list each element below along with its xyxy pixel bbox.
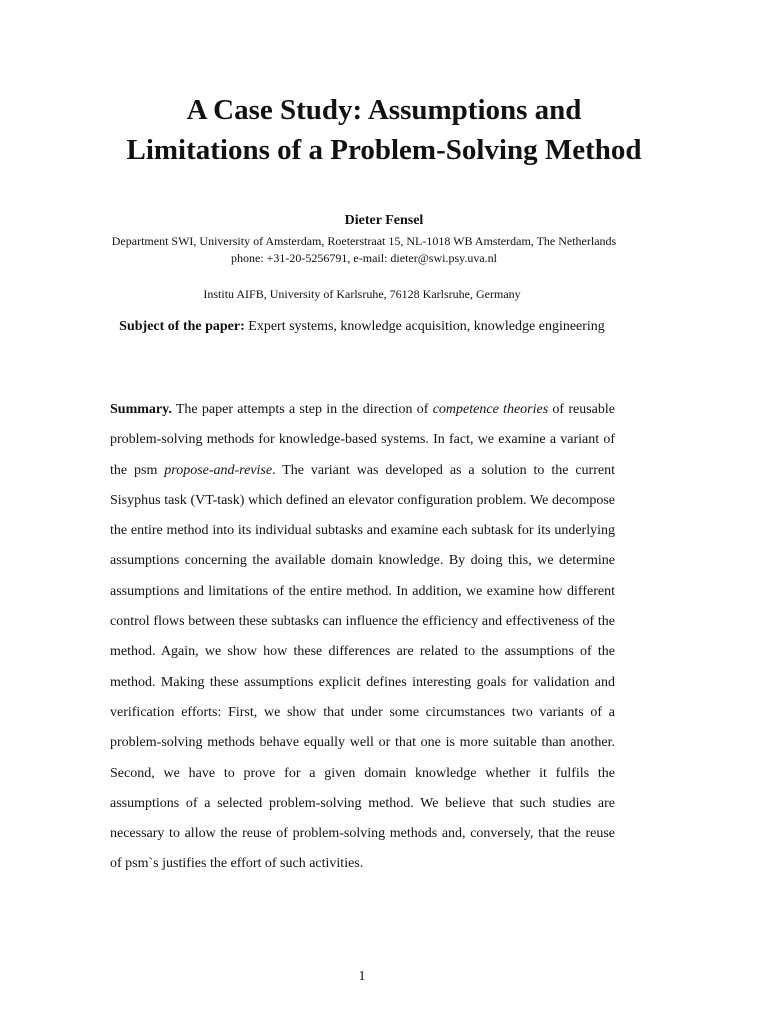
author-name: Dieter Fensel [344, 213, 424, 228]
summary-paragraph [110, 395, 615, 880]
paper-title-line-1: A Case Study: Assumptions and [186, 94, 582, 126]
affiliation-contact: phone: +31-20-5256791, e-mail: dieter@swi.psy.uva.nl [231, 251, 497, 265]
summary-text-1: The paper attempts a step in the direction of [171, 402, 433, 417]
affiliation-primary: Department SWI, University of Amsterdam, Roeterstraat 15, NL-1018 WB Amsterdam, The Netherlands [111, 234, 617, 248]
page-number: 1 [358, 969, 366, 984]
subject-label: Subject of the paper: [119, 319, 245, 334]
affiliation-secondary: Institu AIFB, University of Karlsruhe, 76128 Karlsruhe, Germany [203, 287, 521, 301]
summary-emphasis-2: propose-and-revise [164, 462, 273, 478]
paper-title [0, 90, 768, 170]
paper-title-line-2: Limitations of a Problem-Solving Method [126, 134, 642, 166]
summary-emphasis-1: competence theories [432, 402, 549, 417]
summary-label: Summary. [110, 402, 172, 417]
subject-text: Expert systems, knowledge acquisition, knowledge engineering [244, 319, 605, 334]
summary-text-3: . The variant was developed as a solution to the current Sisyphus task (VT-task) which defined an elevator configuration problem. We decompose the entire method into its individual subtasks and examine each subtask for its underlying assumptions concerning the available domain knowledge. By doing this, we determine assumptions and limitations of the entire method. In addition, we examine how different control flows between these subtasks can influence the efficiency and effectiveness of the method. Again, we show how these differences are related to the assumptions of the method. Making these assumptions explicit defines interesting goals for validation and verification efforts: First, we show that under some circumstances two variants of a problem-solving methods behave equally well or that one is more suitable than another. Second, we have to prove for a given domain knowledge whether it fulfils the assumptions of a selected problem-solving method. We believe that such studies are necessary to allow the reuse of problem-solving methods and, conversely, that the reuse of psm`s justifies the effort of such activities. [110, 462, 615, 872]
summary-text-2: of reusable problem-solving methods for knowledge-based systems. In fact, we examine a variant of the psm [110, 402, 615, 478]
subject-line [0, 318, 724, 336]
